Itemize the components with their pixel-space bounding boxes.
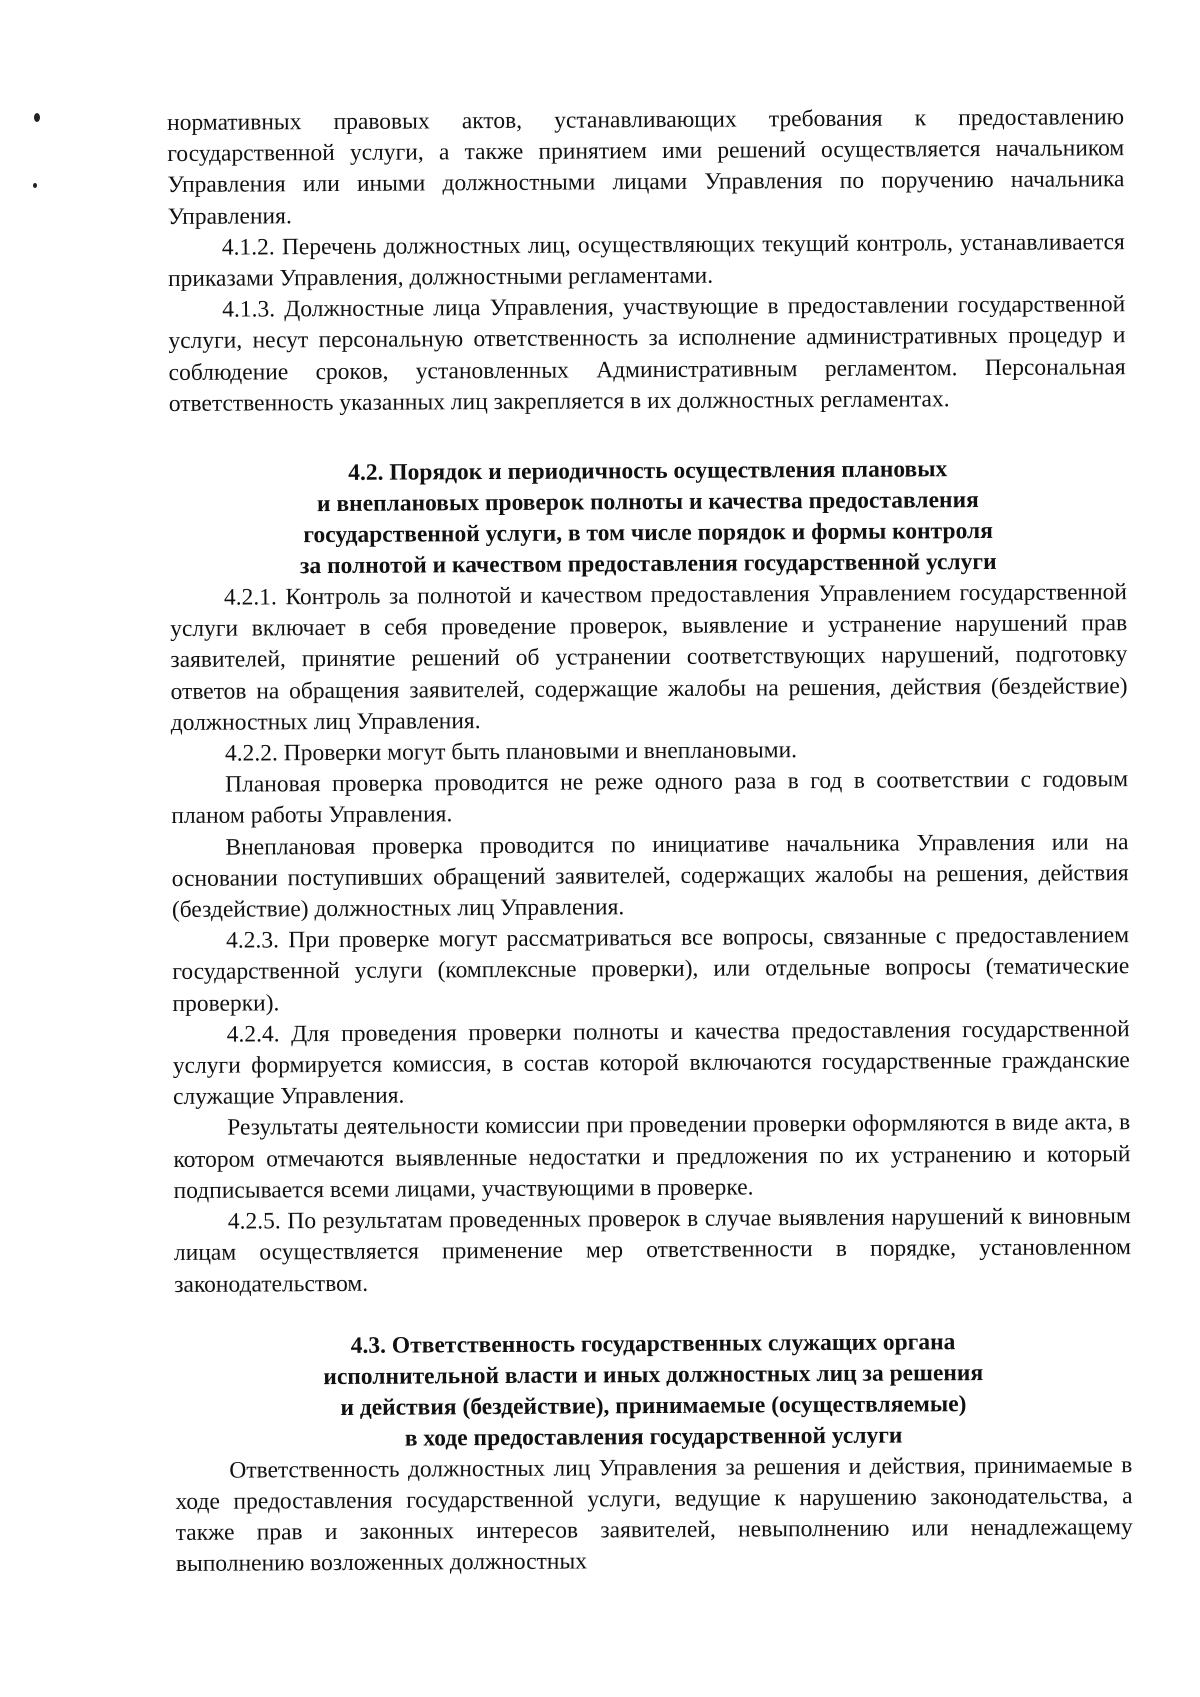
scan-speck-bottom [33,183,37,188]
paragraph-4-1-3: 4.1.3. Должностные лица Управления, участвующие в предоставлении государственной услуги, несут персональную ответственность за исполнение административных процедур и соблюдение сроков, установленных Административным регламентом. Персональная ответственность указанных лиц закрепляется в их должностных регламентах. [168,291,1126,417]
heading-line: исполнительной власти и иных должностных лиц за решения [323,1359,984,1390]
heading-line: за полнотой и качеством предоставления государственной услуги [299,548,997,580]
paragraph-4-2-1: 4.2.1. Контроль за полнотой и качеством предоставления Управлением государственной услуги включает в себя проведение проверок, выявление и устранение нарушений прав заявителей, принятие решений об устранении соответствующих нарушений, подготовку ответов на обращения заявителей, содержащие жалобы на решения, действия (бездействие) должностных лиц Управления. [170,579,1128,736]
paragraph-4-1-2: 4.1.2. Перечень должностных лиц, осуществляющих текущий контроль, устанавливается приказами Управления, должностными регламентами. [167,228,1125,293]
document-page [167,102,1133,1580]
paragraph-4-2-3: 4.2.3. При проверке могут рассматриваться все вопросы, связанные с предоставлением государственной услуги (комплексные проверки), или отдельные вопросы (тематические проверки). [172,922,1130,1017]
heading-line: 4.3. Ответственность государственных служащих органа [350,1328,956,1359]
heading-line: 4.2. Порядок и периодичность осуществления плановых [348,456,948,486]
paragraph-4-2-4: 4.2.4. Для проведения проверки полноты и качества предоставления государственной услуги формируется комиссия, в состав которой включаются государственные гражданские служащие Управления. [172,1016,1130,1111]
paragraph-4-2-5: 4.2.5. По результатам проведенных проверок в случае выявления нарушений к виновным лицам осуществляется применение мер ответственности в порядке, установленном законодательством. [173,1203,1132,1298]
paragraph-responsibility: Ответственность должностных лиц Управления за решения и действия, принимаемые в ходе предоставления государственной услуги, ведущие к нарушению законодательства, а также прав и законных интересов заявителей, невыполнению или ненадлежащему выполнению возложенных должностных [175,1451,1133,1578]
paragraph-unplanned-inspection: Внеплановая проверка проводится по инициативе начальника Управления или на основании поступивших обращений заявителей, содержащих жалобы на решения, действия (бездействие) должностных лиц Управления. [171,828,1129,924]
paragraph-4-2-2: 4.2.2. Проверки могут быть плановыми и внеплановыми. [224,737,798,767]
section-4-1-continuation [167,102,1126,420]
heading-line: в ходе предоставления государственной услуги [404,1422,903,1452]
section-4-2 [169,453,1131,1301]
section-heading-4-2 [169,453,1127,583]
heading-line: государственной услуги, в том числе порядок и формы контроля [303,517,993,549]
paragraph-continuation: нормативных правовых актов, устанавливающих требования к предоставлению государственной услуги, а также принятием ими решений осуществляется начальником Управления или иными должностными лицами Управления по поручению начальника Управления. [167,104,1125,230]
section-heading-4-3 [174,1326,1132,1456]
paragraph-planned-inspection: Плановая проверка проводится не реже одного раза в год в соответствии с годовым планом работы Управления. [171,766,1129,830]
paragraph-commission-results: Результаты деятельности комиссии при проведении проверки оформляются в виде акта, в котором отмечаются выявленные недостатки и предложения по их устранению и который подписывается всеми лицами, участвующими в проверке. [173,1109,1131,1204]
heading-line: и внеплановых проверок полноты и качества предоставления [316,487,979,518]
heading-line: и действия (бездействие), принимаемые (осуществляемые) [340,1390,967,1421]
section-4-3 [174,1326,1133,1581]
scan-speck-top [34,113,40,122]
